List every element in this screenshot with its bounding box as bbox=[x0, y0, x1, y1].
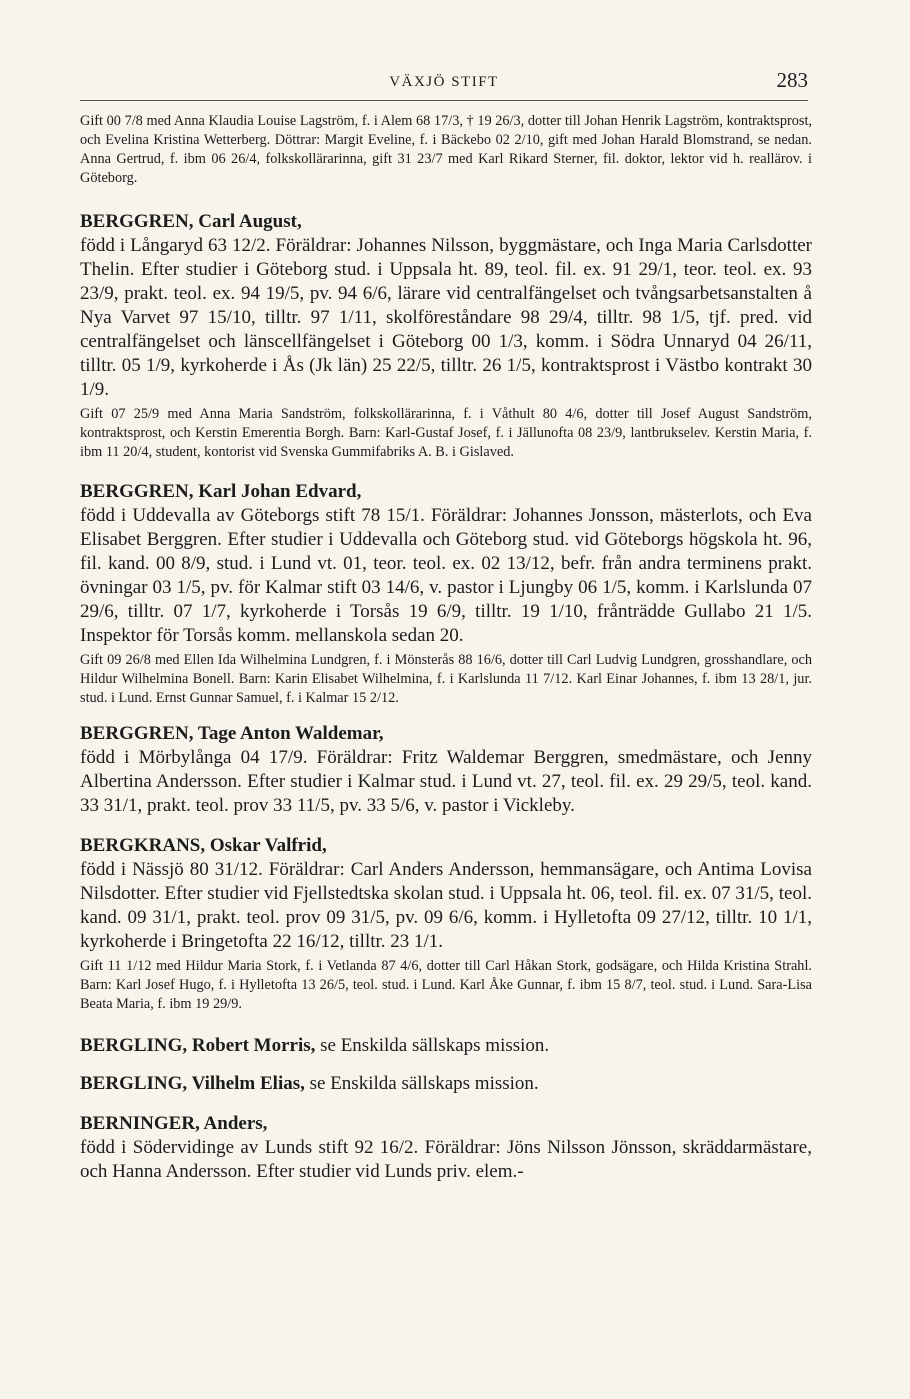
reference-text: se Enskilda sällskaps mission. bbox=[304, 1073, 539, 1094]
page-header bbox=[80, 66, 808, 101]
entry-bio bbox=[80, 1112, 812, 1184]
biography-entry bbox=[80, 722, 812, 818]
continuation-family-paragraph: Gift 00 7/8 med Anna Klaudia Louise Lagström, f. i Alem 68 17/3, † 19 26/3, dotter till Johan Henrik Lagström, kontraktsprost, och Evelina Kristina Wetterberg. Döttrar: Margit Eveline, f. i Bäckebo 02 2/10, gift med Johan Harald Blomstrand, se nedan. Anna Gertrud, f. ibm 06 26/4, folkskollärarinna, gift 31 23/7 med Karl Rikard Sterner, fil. doktor, lektor vid h. reallärov. i Göteborg. bbox=[80, 113, 812, 186]
entry-name: BERGKRANS, Oskar Valfrid, bbox=[80, 835, 327, 856]
entry-bio-text: född i Uddevalla av Göteborgs stift 78 15/1. Föräldrar: Johannes Jonsson, mästerlots, och Eva Elisabet Berggren. Efter studier i Uddevalla och Göteborg stud. vid Göteborgs högskola ht. 96, fil. kand. 00 8/9, stud. i Lund vt. 01, teor. teol. ex. 02 13/12, befr. från andra terminens prakt. övningar 03 1/5, pv. för Kalmar stift 03 14/6, v. pastor i Ljungby 06 1/5, komm. i Karlslunda 07 29/6, tilltr. 07 1/7, kyrkoherde i Torsås 19 6/9, tilltr. 19 1/10, frånträdde Gullabo 21 1/5. Inspektor för Torsås komm. mellanskola sedan 20. bbox=[80, 505, 812, 646]
cross-reference bbox=[80, 1034, 812, 1058]
biography-entry bbox=[80, 480, 812, 708]
entry-bio bbox=[80, 480, 812, 648]
entry-name: BERGGREN, Karl Johan Edvard, bbox=[80, 481, 362, 502]
entry-family: Gift 11 1/12 med Hildur Maria Stork, f. i Vetlanda 87 4/6, dotter till Carl Håkan Stork, godsägare, och Hilda Kristina Strahl. Barn: Karl Josef Hugo, f. i Hylletofta 13 26/5, teol. stud. i Lund. Karl Åke Gunnar, f. ibm 15 8/7, teol. stud. i Lund. Sara-Lisa Beata Maria, f. ibm 19 29/9. bbox=[80, 958, 812, 1012]
biography-entry bbox=[80, 834, 812, 1014]
entry-family: Gift 07 25/9 med Anna Maria Sandström, folkskollärarinna, f. i Våthult 80 4/6, dotter till Josef August Sandström, kontraktsprost, och Kerstin Emerentia Borgh. Barn: Karl-Gustaf Josef, f. i Jällunofta 08 23/9, lantbrukselev. Kerstin Maria, f. ibm 11 20/4, student, kontorist vid Svenska Gummifabriks A. B. i Gislaved. bbox=[80, 406, 812, 460]
entry-bio-text: född i Långaryd 63 12/2. Föräldrar: Johannes Nilsson, byggmästare, och Inga Maria Carlsdotter Thelin. Efter studier i Göteborg stud. i Uppsala ht. 89, teol. fil. ex. 91 29/1, teor. teol. ex. 93 23/9, prakt. teol. ex. 94 19/5, pv. 94 6/6, lärare vid centralfängelset och tvångsarbetsanstalten å Nya Varvet 97 15/10, tilltr. 97 1/11, skolföreståndare 98 29/4, tilltr. 98 1/5, tjf. pred. vid centralfängelset och länscellfängelset i Göteborg 00 1/3, komm. i Södra Unnaryd 04 26/11, tilltr. 05 1/9, kyrkoherde i Ås (Jk län) 25 22/5, tilltr. 26 1/5, kontraktsprost i Västbo kontrakt 30 1/9. bbox=[80, 235, 812, 400]
reference-text: se Enskilda sällskaps mission. bbox=[315, 1035, 550, 1056]
running-head: VÄXJÖ STIFT bbox=[389, 74, 499, 90]
entry-name: BERGGREN, Tage Anton Waldemar, bbox=[80, 723, 384, 744]
entry-bio bbox=[80, 834, 812, 954]
biography-entry bbox=[80, 210, 812, 462]
entry-bio bbox=[80, 722, 812, 818]
page-number: 283 bbox=[776, 68, 808, 92]
entry-bio-text: född i Nässjö 80 31/12. Föräldrar: Carl Anders Andersson, hemmansägare, och Antima Lovisa Nilsdotter. Efter studier vid Fjellstedtska skolan stud. i Uppsala ht. 06, teol. fil. ex. 07 31/5, teol. kand. 09 31/1, prakt. teol. prov 09 31/5, pv. 09 6/6, komm. i Hylletofta 09 27/12, tilltr. 10 1/1, kyrkoherde i Bringetofta 22 16/12, tilltr. 23 1/1. bbox=[80, 859, 812, 952]
entry-family: Gift 09 26/8 med Ellen Ida Wilhelmina Lundgren, f. i Mönsterås 88 16/6, dotter till Carl Ludvig Lundgren, grosshandlare, och Hildur Wilhelmina Bonell. Barn: Karin Elisabet Wilhelmina, f. i Karlslunda 11 7/12. Karl Einar Johannes, f. ibm 13 28/1, jur. stud. i Lund. Ernst Gunnar Samuel, f. i Kalmar 15 2/12. bbox=[80, 652, 812, 706]
entry-name: BERNINGER, Anders, bbox=[80, 1113, 268, 1134]
entry-bio bbox=[80, 210, 812, 402]
reference-name: BERGLING, Robert Morris, bbox=[80, 1035, 316, 1056]
reference-name: BERGLING, Vilhelm Elias, bbox=[80, 1073, 305, 1094]
entry-bio-text: född i Mörbylånga 04 17/9. Föräldrar: Fritz Waldemar Berggren, smedmästare, och Jenny Albertina Andersson. Efter studier i Kalmar stud. i Lund vt. 27, teol. fil. ex. 29 29/5, teol. kand. 33 31/1, prakt. teol. prov 33 11/5, pv. 33 5/6, v. pastor i Vickleby. bbox=[80, 747, 812, 816]
cross-reference bbox=[80, 1072, 812, 1096]
page-body bbox=[80, 112, 812, 1184]
entry-bio-text: född i Södervidinge av Lunds stift 92 16/2. Föräldrar: Jöns Nilsson Jönsson, skräddarmästare, och Hanna Andersson. Efter studier vid Lunds priv. elem.- bbox=[80, 1137, 812, 1182]
entry-name: BERGGREN, Carl August, bbox=[80, 211, 302, 232]
biography-entry bbox=[80, 1112, 812, 1184]
